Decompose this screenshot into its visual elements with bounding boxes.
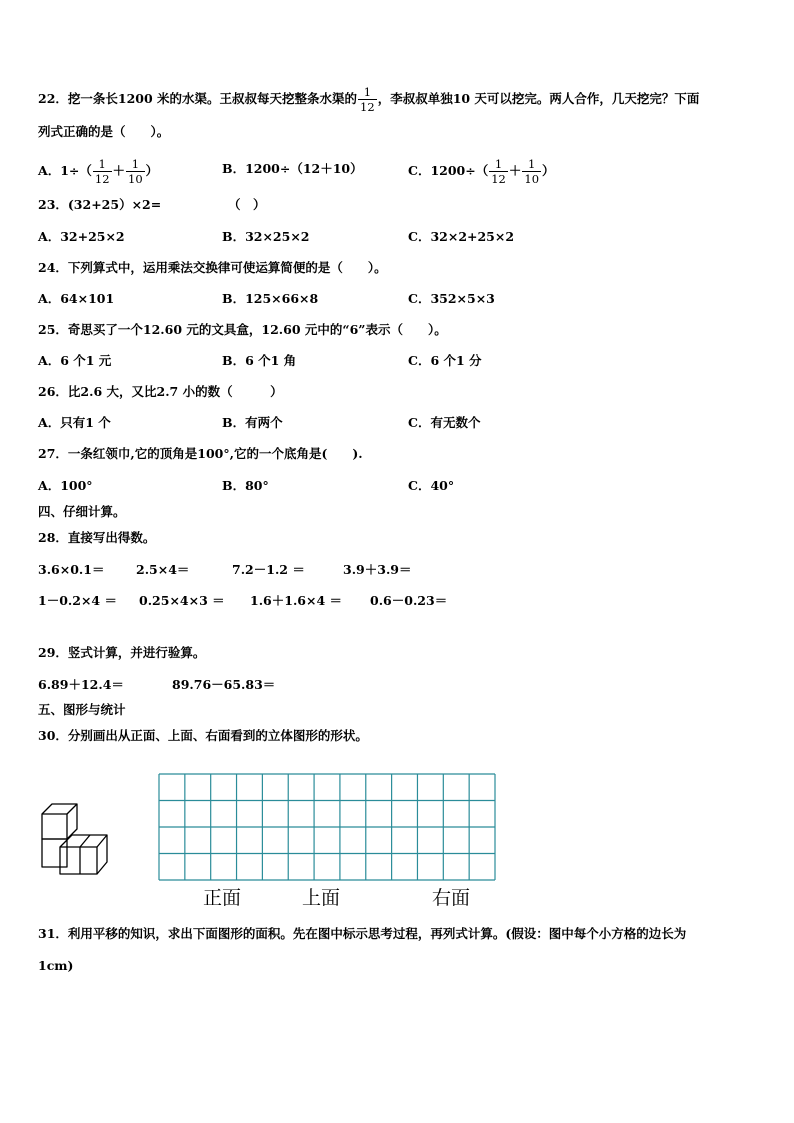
q27-stem: 27．一条红领巾,它的顶角是100°,它的一个底角是( ).: [38, 446, 363, 461]
q28-r1-c3: 7.2－1.2 ＝: [232, 562, 305, 577]
q28-stem: 28．直接写出得数。: [38, 530, 156, 545]
q28-r1-c2: 2.5×4＝: [136, 562, 190, 577]
q26-option-a: A．只有1 个: [38, 415, 111, 430]
q22-line1-post: ，李叔叔单独10 天可以挖完。两人合作，几天挖完？下面: [377, 91, 700, 107]
q28-r1-c1: 3.6×0.1＝: [38, 562, 105, 577]
q26-stem: 26．比2.6 大，又比2.7 小的数（ ）: [38, 384, 283, 399]
q28-r2-c4: 0.6－0.23＝: [370, 593, 448, 608]
q27-option-b: B．80°: [222, 478, 269, 493]
drawing-grid: [158, 773, 496, 881]
q29-stem: 29．竖式计算，并进行验算。: [38, 645, 206, 660]
q28-r1-c4: 3.9＋3.9＝: [343, 562, 412, 577]
q24-option-c: C．352×5×3: [408, 291, 495, 306]
q24-stem: 24．下列算式中，运用乘法交换律可使运算简便的是（ ）。: [38, 260, 387, 275]
q23-stem: 23．(32+25）×2=: [38, 197, 162, 212]
q29-item-1: 6.89＋12.4＝: [38, 677, 124, 692]
q23-option-a: A．32+25×2: [38, 229, 125, 244]
grid-label-top: 上面: [302, 887, 341, 909]
q28-r2-c1: 1－0.2×4 ＝: [38, 593, 117, 608]
q30-stem: 30．分别画出从正面、上面、右面看到的立体图形的形状。: [38, 728, 368, 743]
section-4-heading: 四、仔细计算。: [38, 504, 126, 519]
q25-option-c: C．6 个1 分: [408, 353, 482, 368]
q26-option-b: B．有两个: [222, 415, 283, 430]
q22-line1-pre: 22．挖一条长1200 米的水渠。王叔叔每天挖整条水渠的: [38, 91, 358, 107]
q26-option-c: C．有无数个: [408, 415, 481, 430]
q22-line1: [38, 86, 699, 113]
cube-stack-figure: [36, 800, 112, 876]
q25-option-a: A．6 个1 元: [38, 353, 112, 368]
q28-r2-c3: 1.6＋1.6×4 ＝: [250, 593, 343, 608]
q29-item-2: 89.76－65.83＝: [172, 677, 276, 692]
q25-option-b: B．6 个1 角: [222, 353, 297, 368]
q28-r2-c2: 0.25×4×3 ＝: [139, 593, 225, 608]
q23-option-b: B．32×25×2: [222, 229, 310, 244]
q24-option-b: B．125×66×8: [222, 291, 319, 306]
q31-line1: 31．利用平移的知识，求出下面图形的面积。先在图中标示思考过程，再列式计算。(假设：图中每个小方格的边长为: [38, 926, 687, 941]
q24-option-a: A．64×101: [38, 291, 115, 306]
q27-option-c: C．40°: [408, 478, 455, 493]
q22-fraction: $\frac{1}{12}$: [360, 85, 375, 115]
grid-label-front: 正面: [203, 887, 242, 909]
section-5-heading: 五、图形与统计: [38, 702, 126, 717]
q27-option-a: A．100°: [38, 478, 93, 493]
grid-label-right: 右面: [432, 887, 471, 909]
q25-stem: 25．奇思买了一个12.60 元的文具盒，12.60 元中的“6”表示（ ）。: [38, 322, 447, 337]
q22-option-b: B．1200÷（12＋10）: [222, 161, 363, 176]
q23-blank: （ ）: [228, 197, 266, 212]
q22-option-c: C．1200÷（ $\frac{1}{12}$ ＋ $\frac{1}{10}$ ）: [408, 157, 555, 187]
q22-line2: 列式正确的是（ ）。: [38, 124, 170, 139]
q23-option-c: C．32×2+25×2: [408, 229, 515, 244]
q31-line2: 1cm): [38, 958, 74, 973]
q22-option-a: A．1÷（ $\frac{1}{12}$ ＋ $\frac{1}{10}$ ）: [38, 157, 159, 187]
